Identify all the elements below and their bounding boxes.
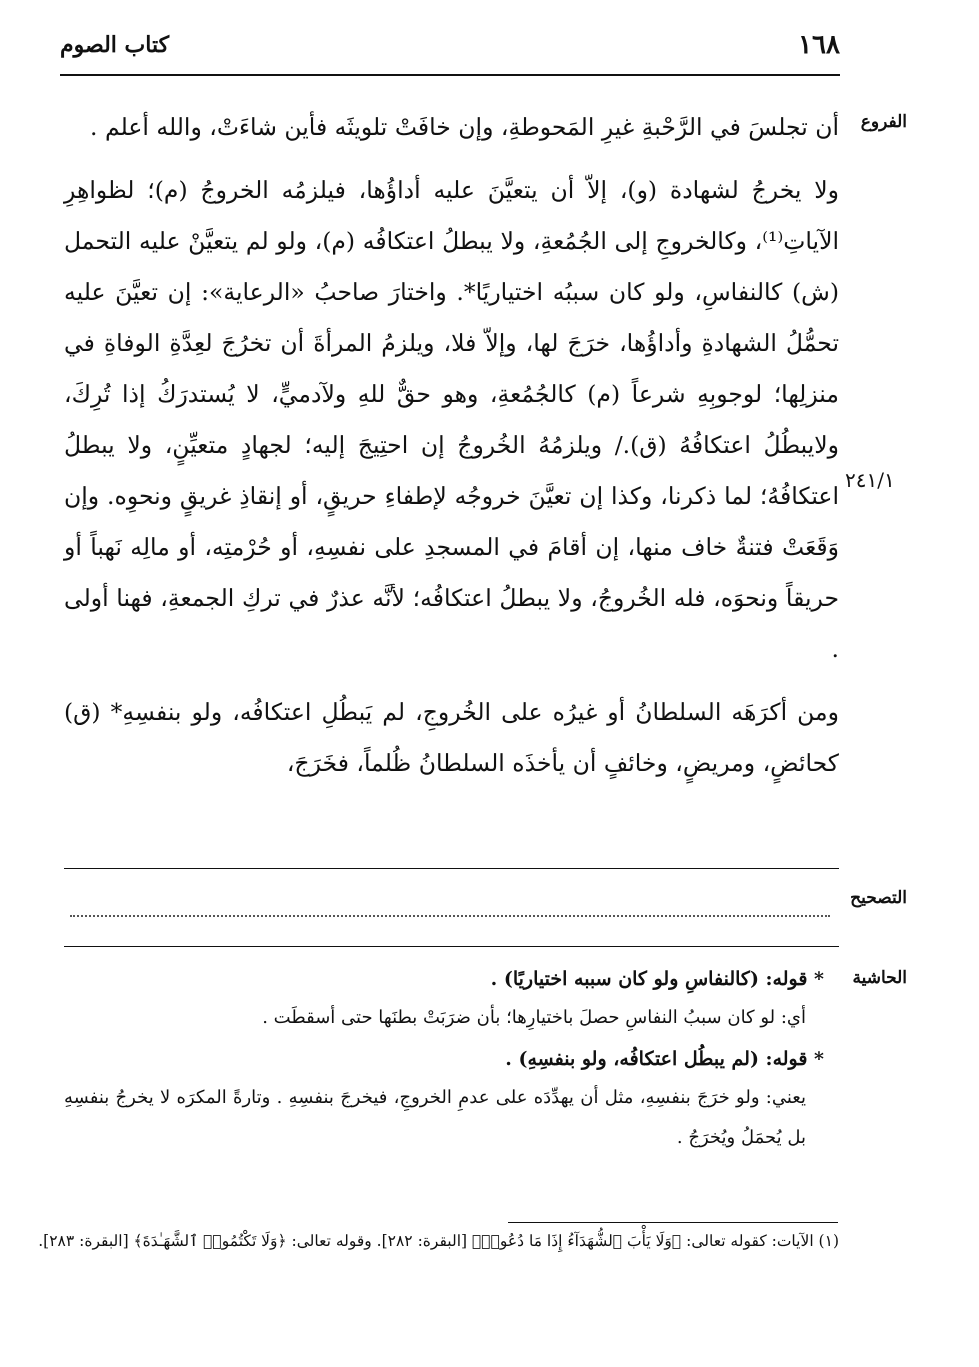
- tashih-label: التصحيح: [850, 888, 907, 908]
- header-rule: [60, 74, 840, 76]
- tashih-rule: [64, 946, 839, 947]
- note-1-body: أي: لو كان سببُ النفاسِ حصلَ باختيارِها؛ بأن ضرَبَتْ بطنَها حتى أسقطَت .: [262, 1007, 806, 1028]
- note-2-heading: * قوله: (لم يبطُل اعتكافُه، ولو بنفسِهِ) .: [505, 1048, 824, 1070]
- note-1-heading: * قوله: (كالنفاسِ ولو كان سببه اختياريًا) .: [490, 968, 824, 990]
- note-2-body: يعني: ولو خرَجَ بنفسِهِ، مثل أن يهدِّدَه على عدمِ الخروجِ، فيخرجَ بنفسِهِ . وتارةً المكرَه لا يخرجُ بنفسِهِ بل يُحمَلُ ويُخرَجُ .: [64, 1087, 806, 1148]
- tashih-dotted-line: [70, 893, 830, 917]
- furu-label: الفروع: [860, 112, 907, 132]
- footnote-rule: [508, 1222, 838, 1223]
- hashiya-label: الحاشية: [852, 968, 907, 988]
- main-text: [64, 102, 839, 789]
- paragraph-3: ومن أكرَهَه السلطانُ أو غيرُه على الخُروجِ، لم يَبطُلِ اعتكافُه، ولو بنفسِهِ* (ق) كحائضٍ، ومريضٍ، وخائفٍ أن يأخذَه السلطانُ ظُلماً، فخَرَجَ،: [64, 698, 839, 777]
- page-header: [60, 30, 840, 70]
- page-number: ١٦٨: [798, 30, 840, 60]
- paragraph-1: أن تجلسَ في الرَّحْبةِ غيرِ المَحوطةِ، وإن خافَتْ تلويثَه فأين شاءَتْ، والله أعلم .: [90, 113, 839, 141]
- volume-ref: ٢٤١/١: [845, 468, 895, 492]
- footnote: (١) الآيات: كقوله تعالى: ﴿وَلَا يَأْبَ ٱلشُّهَدَآءُ إِذَا مَا دُعُوا۟﴾ [البقرة: ٢٨٢]. وقوله تعالى: ﴿وَلَا تَكْتُمُوا۟ ٱلشَّهَـٰدَةَ﴾ [البقرة: ٢٨٣].: [38, 1232, 839, 1250]
- paragraph-2: ولا يخرجُ لشهادة (و)، إلاّ أن يتعيَّنَ عليه أداؤُها، فيلزمُه الخروجُ (م)؛ لظواهِرِ الآياتِ⁽¹⁾، وكالخروجِ إلى الجُمُعةِ، ولا يبطلُ اعتكافُه (م)، ولو لم يتعيَّنْ عليه التحمل (ش) كالنفاسِ، ولو كان سببُه اختياريًا*. واختارَ صاحبُ «الرعاية»: إن تعيَّنَ عليه تحمُّلُ الشهادةِ وأداؤُها، خرَجَ لها، وإلاّ فلا، ويلزمُ المرأةَ أن تخرُجَ لعِدَّةِ الوفاةِ في منزلِها؛ لوجوبِهِ شرعاً (م) كالجُمُعةِ، وهو حقٌّ للهِ ولآدميٍّ، لا يُستدرَكُ إذا تُرِكَ، ولايبطُلُ اعتكافُهُ (ق)./ ويلزمُهُ الخُروجُ إن احتِيجَ إليه؛ لجهادٍ متعيِّنٍ، ولا يبطلُ اعتكافُهُ؛ لما ذكرنا، وكذا إن تعيَّنَ خروجُه لإطفاءِ حريقٍ، أو إنقاذِ غريقٍ ونحوِه. وإن وَقَعَتْ فتنةٌ خاف منها، إن أقامَ في المسجدِ على نفسِهِ، أو حُرْمتِه، أو مالِه نَهباً أو حريقاً ونحوَه، فله الخُروجُ، ولا يبطلُ اعتكافُه؛ لأنَّه عذرٌ في تركِ الجمعةِ، فهنا أولى .: [64, 176, 839, 663]
- hashiya-notes: [64, 968, 824, 1158]
- text-rule: [64, 868, 839, 869]
- book-title: كتاب الصوم: [60, 32, 170, 58]
